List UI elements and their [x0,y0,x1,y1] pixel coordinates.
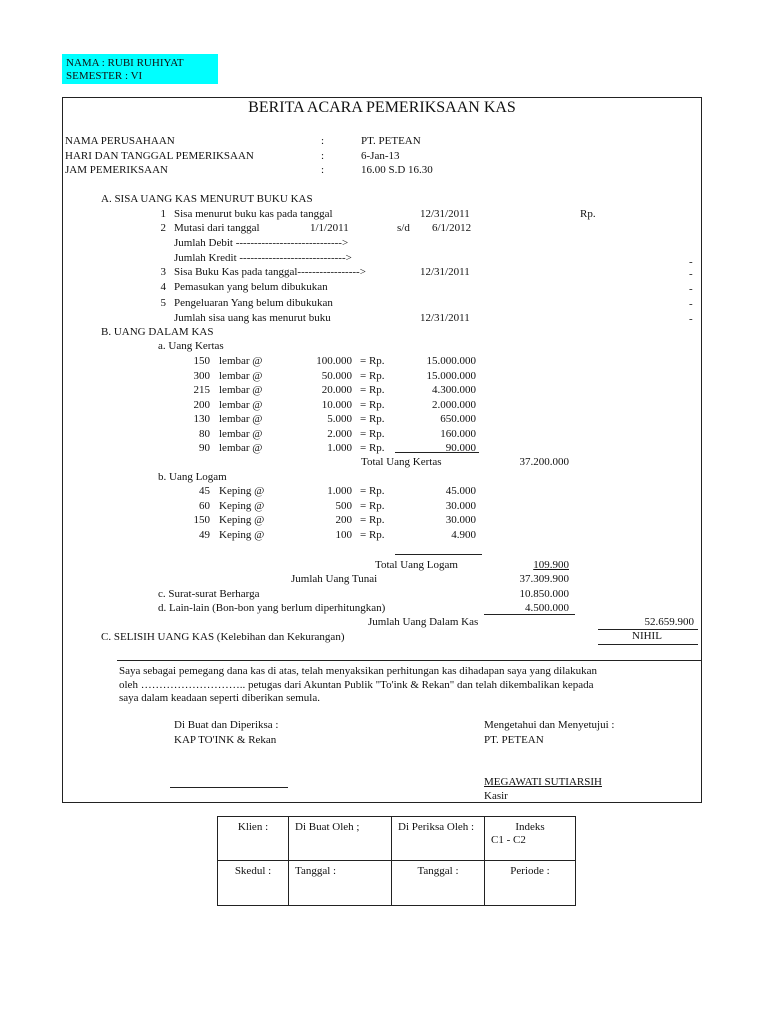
section-a-heading: A. SISA UANG KAS MENURUT BUKU KAS [101,193,313,205]
row-end: - [689,298,693,310]
info-label: NAMA PERUSAHAAN [65,135,175,147]
student-name: NAMA : RUBI RUHIYAT [66,57,184,69]
kertas-row-unit: lembar @ [219,427,263,440]
kertas-row-total: 160.000 [440,427,476,440]
subtotal-line [395,452,479,453]
statement-line: oleh ……………………….. petugas dari Akuntan Publik "To'ink & Rekan" dan telah dikembalikan kepada [119,679,594,691]
kertas-label: a. Uang Kertas [158,340,224,352]
section-b-heading: B. UANG DALAM KAS [101,326,214,338]
kertas-row-unit: lembar @ [219,355,263,367]
row-end: - [689,256,693,268]
kertas-row-unit: lembar @ [219,413,263,425]
info-sep: : [321,150,325,162]
row-end: - [689,268,693,280]
index-tanggal-2: Tanggal : [392,861,485,906]
kertas-row-qty: 200 [193,398,210,411]
logam-row-total: 4.900 [451,528,476,541]
subtotal-line [395,554,482,555]
row-date-from: 1/1/2011 [310,222,349,234]
logam-row-denom: 100 [335,528,352,541]
page-title: BERITA ACARA PEMERIKSAAN KAS [248,99,516,116]
index-indeks: Indeks [515,821,545,833]
logam-row-qty: 150 [193,514,210,526]
section-c-value: NIHIL [632,630,662,642]
index-dibuat: Di Buat Oleh ; [289,817,392,861]
row-date: 12/31/2011 [420,312,470,324]
info-label: HARI DAN TANGGAL PEMERIKSAAN [65,150,254,162]
row-number: 2 [160,222,166,234]
index-indeks-cell [485,817,576,861]
info-sep: : [321,135,325,147]
kertas-row-total: 15.000.000 [426,355,476,367]
kertas-row-qty: 80 [199,427,210,440]
surat-value: 10.850.000 [519,588,569,600]
row-number: 4 [160,281,166,293]
logam-label: b. Uang Logam [158,471,227,483]
sign-right-name: MEGAWATI SUTIARSIH [484,776,602,788]
info-label: JAM PEMERIKSAAN [65,164,168,176]
row-text: Pengeluaran Yang belum dibukukan [174,297,333,309]
kertas-row-denom: 5.000 [327,413,352,425]
total-kertas-label: Total Uang Kertas [361,456,442,468]
kertas-row-qty: 130 [193,413,210,425]
row-date: 12/31/2011 [420,266,470,278]
kertas-row-denom: 10.000 [321,398,352,411]
kertas-row-total: 2.000.000 [432,398,476,411]
logam-row-rp: = Rp. [360,485,385,497]
kertas-row-denom: 20.000 [321,384,352,396]
row-end: - [689,283,693,295]
index-skedul: Skedul : [218,861,289,906]
row-date-to: 6/1/2012 [432,222,472,234]
kertas-row-qty: 215 [193,384,210,396]
subtotal-line [484,614,575,615]
tunai-label: Jumlah Uang Tunai [291,573,378,585]
kertas-row-denom: 1.000 [327,442,352,454]
kertas-row-rp: = Rp. [360,384,385,396]
row-text: Sisa Buku Kas pada tanggal-----------------> [174,266,366,278]
row-end: - [689,313,693,325]
row-text: Mutasi dari tanggal [174,222,260,234]
kertas-row-unit: lembar @ [219,398,263,411]
index-tanggal-1: Tanggal : [289,861,392,906]
info-value: PT. PETEAN [361,135,421,147]
row-currency: Rp. [580,208,596,220]
kertas-row-qty: 300 [193,369,210,382]
sign-left-org: KAP TO'INK & Rekan [174,734,277,746]
kertas-row-total: 4.300.000 [432,384,476,396]
info-value: 16.00 S.D 16.30 [361,164,433,176]
kertas-row-denom: 50.000 [321,369,352,382]
total-kertas-value: 37.200.000 [519,456,569,468]
section-c-heading: C. SELISIH UANG KAS (Kelebihan dan Kekurangan) [101,631,345,643]
index-diperiksa: Di Periksa Oleh : [392,817,485,861]
sign-left-title: Di Buat dan Diperiksa : [174,719,279,731]
info-value: 6-Jan-13 [361,150,400,162]
kertas-row-denom: 100.000 [316,355,352,367]
kertas-row-rp: = Rp. [360,413,385,425]
statement-line: saya dalam keadaan seperti diberikan semula. [119,692,320,704]
kertas-row-rp: = Rp. [360,355,385,367]
sign-right-role: Kasir [484,790,508,802]
surat-label: c. Surat-surat Berharga [158,588,260,600]
kertas-row-rp: = Rp. [360,398,385,411]
logam-row-unit: Keping @ [219,514,265,526]
logam-row-denom: 500 [335,499,352,512]
kertas-row-rp: = Rp. [360,369,385,382]
logam-row-qty: 45 [199,485,210,497]
lain-value: 4.500.000 [525,602,569,614]
sign-right-org: PT. PETEAN [484,734,544,746]
row-text: Pemasukan yang belum dibukukan [174,281,328,293]
kertas-row-total: 90.000 [445,442,476,454]
row-sd: s/d [397,222,410,234]
logam-row-denom: 200 [335,514,352,526]
logam-row-total: 30.000 [445,514,476,526]
total-line [598,644,698,645]
dalam-kas-label: Jumlah Uang Dalam Kas [368,616,479,628]
total-logam-value: 109.900 [533,559,569,571]
student-semester: SEMESTER : VI [66,70,143,82]
kertas-row-denom: 2.000 [327,427,352,440]
row-number: 1 [160,208,166,220]
logam-row-rp: = Rp. [360,528,385,541]
sign-right-title: Mengetahui dan Menyetujui : [484,719,615,731]
kertas-row-unit: lembar @ [219,384,263,396]
kertas-row-rp: = Rp. [360,442,385,454]
row-number: 5 [160,297,166,309]
total-logam-label: Total Uang Logam [375,559,458,571]
logam-row-rp: = Rp. [360,514,385,526]
index-periode: Periode : [485,861,576,906]
row-text: Sisa menurut buku kas pada tanggal [174,208,333,220]
row-text: Jumlah sisa uang kas menurut buku [174,312,331,324]
row-number: 3 [160,266,166,278]
row-text: Jumlah Debit -----------------------------> [174,237,349,249]
kertas-row-unit: lembar @ [219,369,263,382]
index-indeks-value: C1 - C2 [491,834,526,846]
logam-row-denom: 1.000 [327,485,352,497]
logam-row-total: 45.000 [445,485,476,497]
row-date: 12/31/2011 [420,208,470,220]
kertas-row-qty: 150 [193,355,210,367]
logam-row-total: 30.000 [445,499,476,512]
info-sep: : [321,164,325,176]
kertas-row-unit: lembar @ [219,442,263,454]
logam-row-qty: 49 [199,528,210,541]
kertas-row-qty: 90 [199,442,210,454]
logam-row-qty: 60 [199,499,210,512]
index-klien: Klien : [218,817,289,861]
index-table [217,816,576,906]
row-text: Jumlah Kredit -----------------------------> [174,252,352,264]
logam-row-unit: Keping @ [219,485,265,497]
divider [117,660,702,661]
kertas-row-total: 15.000.000 [426,369,476,382]
signature-line [170,787,288,788]
logam-row-unit: Keping @ [219,499,265,512]
logam-row-rp: = Rp. [360,499,385,512]
tunai-value: 37.309.900 [519,573,569,585]
statement-line: Saya sebagai pemegang dana kas di atas, telah menyaksikan perhitungan kas dihadapan saya yang dilakukan [119,665,598,677]
logam-row-unit: Keping @ [219,528,265,541]
dalam-kas-value: 52.659.900 [644,616,694,628]
kertas-row-total: 650.000 [440,413,476,425]
kertas-row-rp: = Rp. [360,427,385,440]
lain-label: d. Lain-lain (Bon-bon yang berlum diperhitungkan) [158,602,386,614]
